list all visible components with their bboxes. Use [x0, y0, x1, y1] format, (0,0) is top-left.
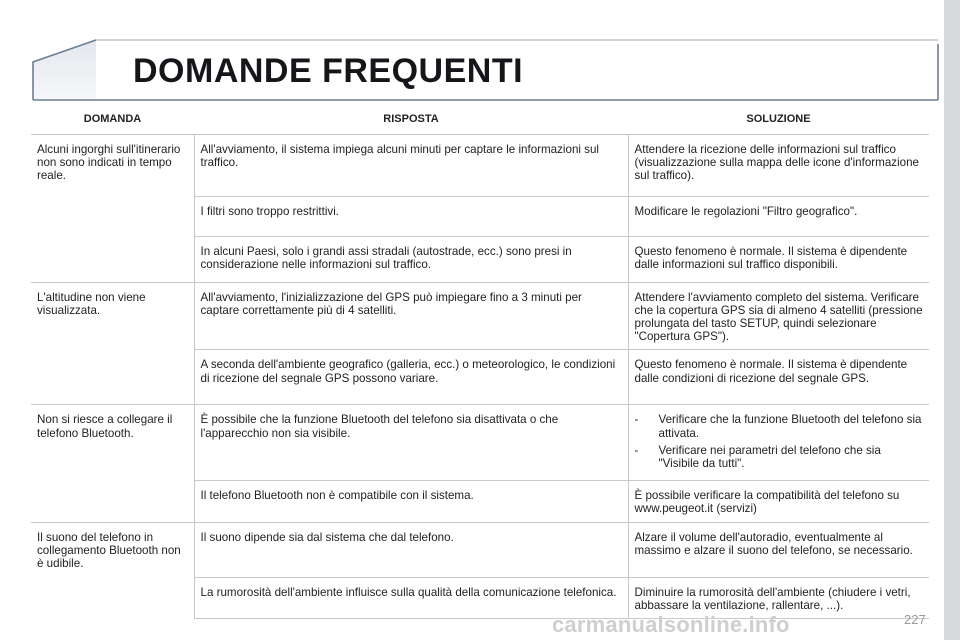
- solution-cell: Questo fenomeno è normale. Il sistema è dipendente dalle condizioni di ricezione del segnale GPS.: [628, 350, 929, 405]
- bullet-text: Verificare nei parametri del telefono che sia "Visibile da tutti".: [658, 443, 881, 470]
- question-cell: Non si riesce a collegare il telefono Bluetooth.: [31, 405, 194, 522]
- solution-cell: Alzare il volume dell'autoradio, eventualmente al massimo e alzare il suono del telefono, se necessario.: [628, 522, 929, 577]
- table-row: [31, 405, 929, 481]
- bullet-dash: -: [634, 413, 639, 427]
- table-row: [31, 282, 929, 350]
- column-header-solution: SOLUZIONE: [628, 106, 929, 134]
- answer-cell: La rumorosità dell'ambiente influisce sulla qualità della comunicazione telefonica.: [194, 577, 628, 618]
- column-header-answer: RISPOSTA: [194, 106, 628, 134]
- answer-cell: È possibile che la funzione Bluetooth del telefono sia disattivata o che l'apparecchio non sia visibile.: [194, 405, 628, 481]
- solution-cell: Attendere la ricezione delle informazioni sul traffico (visualizzazione sulla mappa delle icone d'informazione sul traffico).: [628, 134, 929, 196]
- question-cell: Il suono del telefono in collegamento Bluetooth non è udibile.: [31, 522, 194, 618]
- faq-table: [31, 106, 929, 619]
- table-header-row: [31, 106, 929, 134]
- column-header-question: DOMANDA: [31, 106, 194, 134]
- page-header: [0, 0, 940, 104]
- answer-cell: A seconda dell'ambiente geografico (galleria, ecc.) o meteorologico, le condizioni di ricezione del segnale GPS possono variare.: [194, 350, 628, 405]
- answer-cell: I filtri sono troppo restrittivi.: [194, 196, 628, 236]
- watermark-text: carmanualsonline.info: [552, 612, 790, 637]
- question-cell: L'altitudine non viene visualizzata.: [31, 282, 194, 405]
- answer-cell: All'avviamento, l'inizializzazione del GPS può impiegare fino a 3 minuti per captare correttamente più di 4 satelliti.: [194, 282, 628, 350]
- bullet-dash: -: [634, 443, 639, 457]
- bullet-text: Verificare che la funzione Bluetooth del telefono sia attivata.: [658, 413, 922, 440]
- solution-cell: Modificare le regolazioni "Filtro geografico".: [628, 196, 929, 236]
- solution-cell: È possibile verificare la compatibilità del telefono su www.peugeot.it (servizi): [628, 481, 929, 522]
- question-cell: Alcuni ingorghi sull'itinerario non sono indicati in tempo reale.: [31, 134, 194, 282]
- page-number: 227: [904, 612, 926, 627]
- solution-bullet: [635, 413, 925, 439]
- solution-bullet: [635, 444, 925, 470]
- page-title: DOMANDE FREQUENTI: [133, 52, 524, 90]
- solution-cell: Diminuire la rumorosità dell'ambiente (chiudere i vetri, abbassare la ventilazione, rallentare, ...).: [628, 577, 929, 618]
- solution-cell: Questo fenomeno è normale. Il sistema è dipendente dalle informazioni sul traffico disponibili.: [628, 236, 929, 282]
- answer-cell: Il suono dipende sia dal sistema che dal telefono.: [194, 522, 628, 577]
- answer-cell: In alcuni Paesi, solo i grandi assi stradali (autostrade, ecc.) sono presi in considerazione nelle informazioni sul traffico.: [194, 236, 628, 282]
- table-row: [31, 522, 929, 577]
- solution-cell: [628, 405, 929, 481]
- answer-cell: Il telefono Bluetooth non è compatibile con il sistema.: [194, 481, 628, 522]
- solution-cell: Attendere l'avviamento completo del sistema. Verificare che la copertura GPS sia di almeno 4 satelliti (pressione prolungata del tasto SETUP, quindi selezionare "Copertura GPS").: [628, 282, 929, 350]
- answer-cell: All'avviamento, il sistema impiega alcuni minuti per captare le informazioni sul traffico.: [194, 134, 628, 196]
- table-row: [31, 134, 929, 196]
- page-edge-band: [944, 0, 960, 640]
